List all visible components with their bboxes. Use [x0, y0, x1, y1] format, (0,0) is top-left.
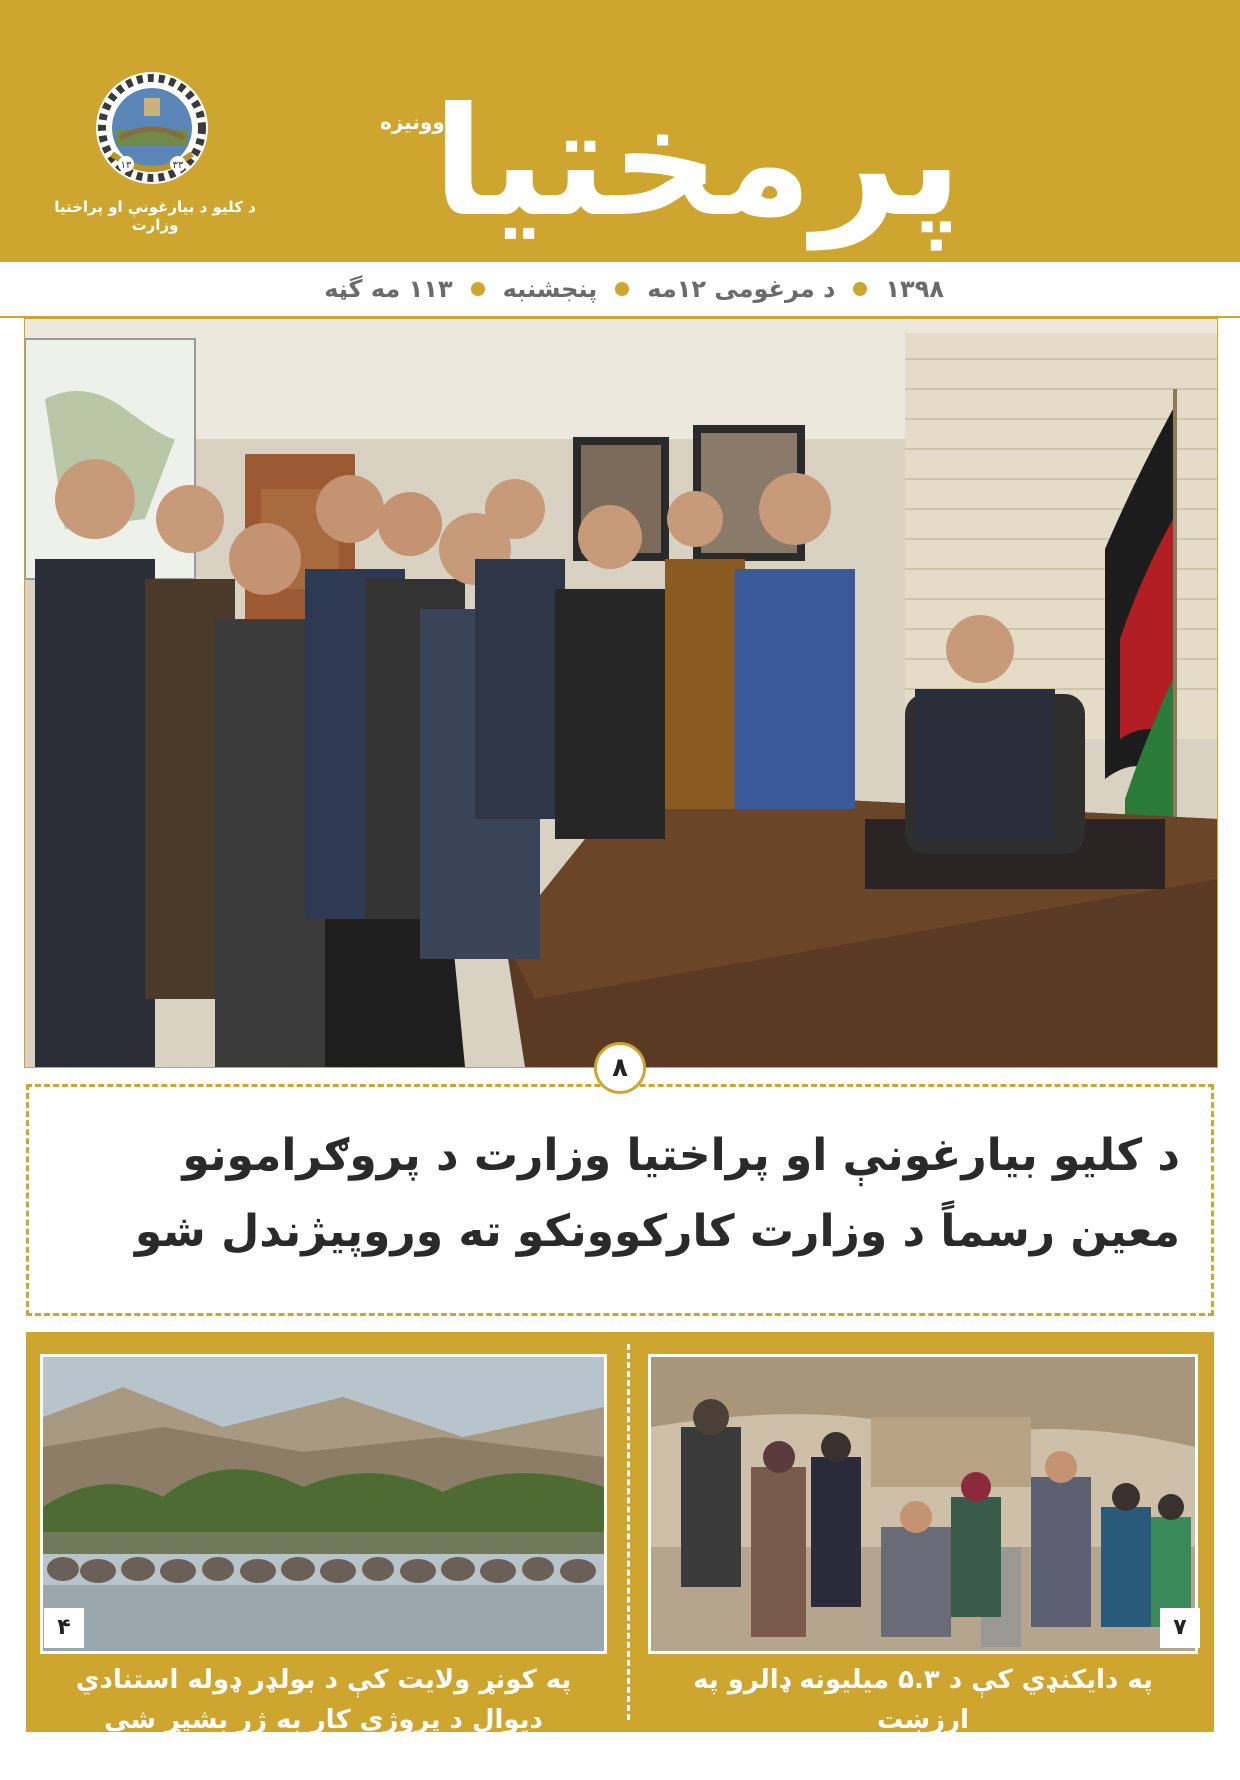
headline-line-2: معین رسماً د وزارت کارکوونکو ته وروپیژندل شو [134, 1206, 1180, 1257]
headline-line-1: د کلیو بیارغونې او پراختیا وزارت د پروګرامونو [182, 1130, 1180, 1181]
stories-divider [627, 1344, 630, 1720]
main-photo [24, 318, 1218, 1068]
separator-dot-icon [471, 282, 485, 296]
issue-number: ۱۱۳ مه گڼه [324, 275, 453, 303]
story-kunar-line-2: دیوال د پروژې کار به ژر بشپړ شي [104, 1705, 543, 1735]
story-daikundi-line-1: په دایکنډي کې د ۵.۳ میلیونه ډالرو په ارزښت [693, 1665, 1153, 1735]
issue-weekday: پنجشنبه [502, 275, 598, 303]
water-supply-illustration [651, 1357, 1195, 1651]
story-photo-daikundi [648, 1354, 1198, 1654]
river-landscape-illustration [43, 1357, 604, 1651]
story-photo-kunar [40, 1354, 607, 1654]
svg-text:۱۳: ۱۳ [120, 160, 132, 171]
title-tag: اوونیزه [380, 110, 452, 134]
story-kunar [40, 1660, 607, 1740]
issue-info-items [324, 262, 944, 316]
story-daikundi [648, 1660, 1198, 1780]
svg-text:۳۳: ۳۳ [172, 160, 184, 171]
page-number-badge: ۸ [594, 1042, 646, 1094]
story-kunar-line-1: په کونړ ولایت کې د بولډر ډوله استنادي [75, 1665, 572, 1695]
ministry-caption: د کلیو د بیارغونې او پراختیا وزارت [54, 198, 256, 234]
headline-box [26, 1084, 1214, 1316]
newspaper-title: پرمختیا [432, 76, 962, 250]
office-scene-illustration [25, 319, 1217, 1067]
page-number-badge-right: ۷ [1160, 1608, 1200, 1648]
issue-date: د مرغومی ۱۲مه [647, 275, 836, 303]
issue-year: ۱۳۹۸ [885, 275, 944, 303]
separator-dot-icon [615, 282, 629, 296]
separator-dot-icon [853, 282, 867, 296]
story-daikundi-line-2: د اوبو رسولو ٤ شبکې بشپړې شوې [699, 1745, 1147, 1775]
page-number-badge-left: ۴ [44, 1608, 84, 1648]
ministry-emblem-icon [92, 68, 212, 188]
